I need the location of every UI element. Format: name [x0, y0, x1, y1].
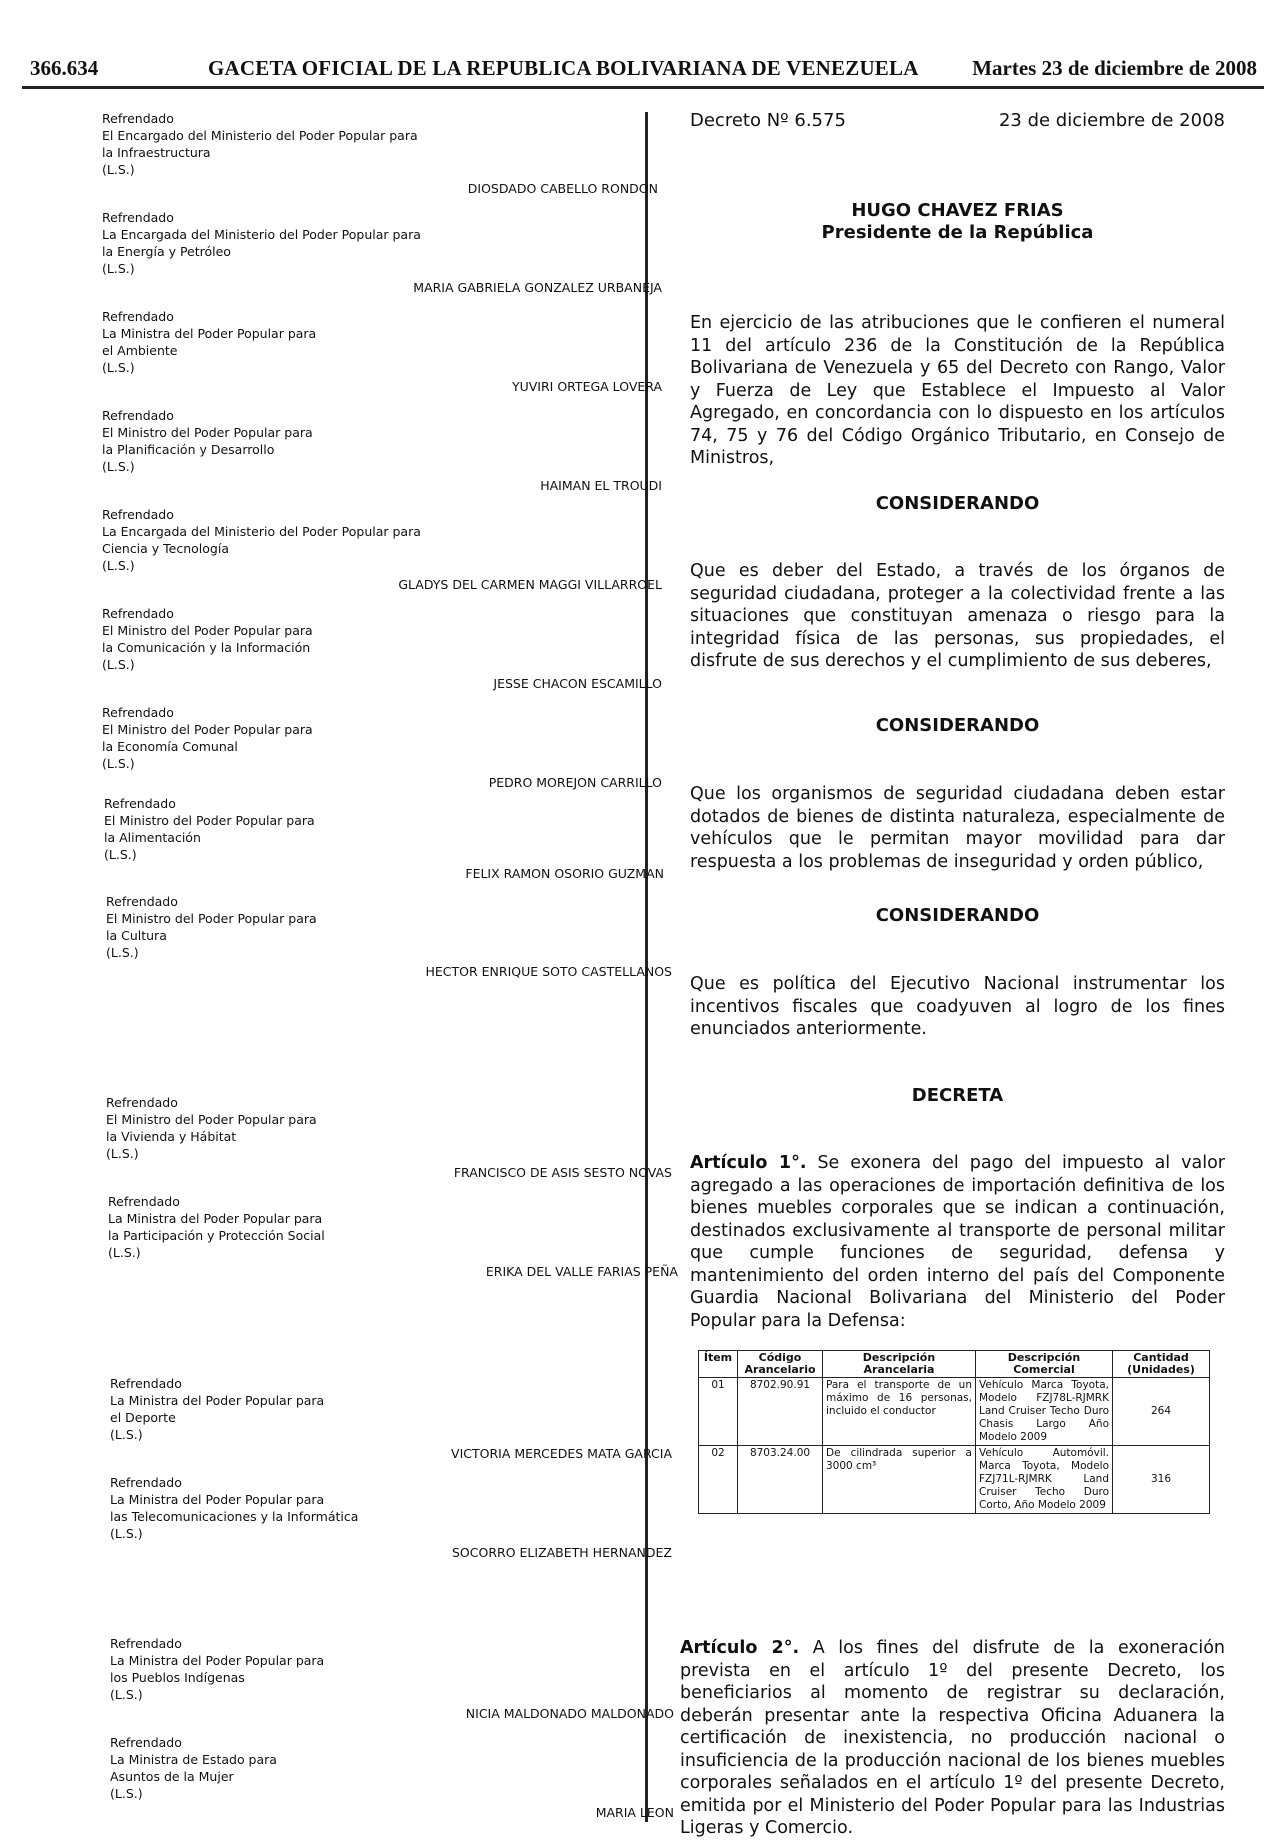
signature-office: las Telecomunicaciones y la Informática [110, 1509, 359, 1524]
signature-office: los Pueblos Indígenas [110, 1670, 245, 1685]
cell-codigo: 8703.24.00 [738, 1446, 823, 1514]
article-1-text: Se exonera del pago del impuesto al valor agregado a las operaciones de importación definitiva de los bienes muebles corporales que se indican a continuación, destinados exclusivamente al transporte de personal militar que cumple funciones de seguridad, defensa y mantenimiento del orden interno del país del Componente Guardia Nacional Bolivariana del Ministerio del Poder Popular para la Defensa: [690, 1153, 1225, 1331]
signature-office: La Ministra del Poder Popular para [110, 1492, 325, 1507]
decree-heading [690, 110, 1225, 131]
page-number: 366.634 [30, 56, 99, 80]
signature-label: Refrendado [102, 408, 174, 423]
cell-cantidad: 316 [1113, 1446, 1210, 1514]
signature-name: HECTOR ENRIQUE SOTO CASTELLANOS [425, 964, 672, 979]
signature-office: La Ministra del Poder Popular para [110, 1653, 325, 1668]
cell-codigo: 8702.90.91 [738, 1378, 823, 1446]
decreta-heading: DECRETA [911, 1085, 1004, 1106]
signature-label: Refrendado [102, 606, 174, 621]
considerando-heading: CONSIDERANDO [875, 905, 1040, 926]
signature-label: Refrendado [102, 210, 174, 225]
cell-desc-comercial: Vehículo Marca Toyota, Modelo FZJ78L-RJMRK Land Cruiser Techo Duro Chasis Largo Año Modelo 2009 [976, 1378, 1113, 1446]
signature-seal: (L.S.) [110, 1687, 143, 1702]
signature-office: La Ministra del Poder Popular para [102, 326, 317, 341]
signature-office: La Ministra del Poder Popular para [108, 1211, 323, 1226]
signature-block [102, 407, 662, 494]
decree-column [680, 0, 1226, 1838]
signature-office: la Planificación y Desarrollo [102, 442, 275, 457]
signature-name: DIOSDADO CABELLO RONDON [467, 181, 658, 196]
signature-office: La Encargada del Ministerio del Poder Popular para [102, 524, 421, 539]
signature-block [102, 209, 662, 296]
gazette-date: Martes 23 de diciembre de 2008 [972, 56, 1257, 80]
signature-name: SOCORRO ELIZABETH HERNANDEZ [452, 1545, 672, 1560]
signature-label: Refrendado [102, 309, 174, 324]
signature-name: JESSE CHACON ESCAMILLO [493, 676, 662, 691]
signature-seal: (L.S.) [106, 1146, 139, 1161]
signature-seal: (L.S.) [108, 1245, 141, 1260]
signature-office: El Encargado del Ministerio del Poder Popular para [102, 128, 418, 143]
signature-block [110, 1734, 674, 1821]
signature-block [104, 795, 664, 882]
col-header-cantidad: Cantidad (Unidades) [1113, 1351, 1210, 1378]
signature-block [102, 506, 662, 593]
signature-name: FELIX RAMON OSORIO GUZMAN [465, 866, 664, 881]
signature-seal: (L.S.) [102, 558, 135, 573]
signature-block [102, 605, 662, 692]
signature-label: Refrendado [106, 1095, 178, 1110]
article-2-label: Artículo 2°. [680, 1638, 800, 1658]
signature-office: El Ministro del Poder Popular para [102, 425, 313, 440]
signature-block [108, 1193, 678, 1280]
signature-label: Refrendado [102, 111, 174, 126]
cell-desc-arancelaria: Para el transporte de un máximo de 16 personas, incluido el conductor [823, 1378, 976, 1446]
decree-preamble: En ejercicio de las atribuciones que le confieren el numeral 11 del artículo 236 de la Constitución de la República Bolivariana de Venezuela y 65 del Decreto con Rango, Valor y Fuerza de Ley que Establece el Impuesto al Valor Agregado, en concordancia con lo dispuesto en los artículos 74, 75 y 76 del Código Orgánico Tributario, en Consejo de Ministros, [690, 313, 1225, 468]
signature-block [102, 704, 662, 791]
signature-block [110, 1474, 670, 1561]
signature-seal: (L.S.) [102, 261, 135, 276]
considerando-heading: CONSIDERANDO [875, 493, 1040, 514]
signature-block [102, 308, 662, 395]
gazette-title: GACETA OFICIAL DE LA REPUBLICA BOLIVARIANA DE VENEZUELA [208, 56, 919, 80]
signature-office: la Comunicación y la Información [102, 640, 311, 655]
considerando-paragraph: Que es deber del Estado, a través de los órganos de seguridad ciudadana, proteger a la colectividad frente a las situaciones que constituyan amenaza o riesgo para la integridad física de las personas, sus propiedades, el disfrute de sus derechos y el cumplimiento de sus deberes, [690, 561, 1225, 671]
signature-office: la Economía Comunal [102, 739, 238, 754]
signature-name: MARIA GABRIELA GONZALEZ URBANEJA [413, 280, 662, 295]
signature-name: YUVIRI ORTEGA LOVERA [511, 379, 662, 394]
signature-label: Refrendado [110, 1475, 182, 1490]
signature-office: la Alimentación [104, 830, 201, 845]
president-title: Presidente de la República [821, 222, 1094, 243]
signature-office: el Deporte [110, 1410, 176, 1425]
signature-office: La Ministra de Estado para [110, 1752, 277, 1767]
signature-office: la Energía y Petróleo [102, 244, 231, 259]
col-header-desc-comercial: Descripción Comercial [976, 1351, 1113, 1378]
signature-block [110, 1375, 670, 1462]
table-row [699, 1378, 1210, 1446]
table-row [699, 1446, 1210, 1514]
signature-office: El Ministro del Poder Popular para [106, 1112, 317, 1127]
considerando-paragraph: Que los organismos de seguridad ciudadana deben estar dotados de bienes de distinta naturaleza, especialmente de vehículos que le permitan mayor movilidad para dar respuesta a los problemas de inseguridad y orden público, [690, 784, 1225, 872]
cell-desc-arancelaria: De cilindrada superior a 3000 cm³ [823, 1446, 976, 1514]
signature-label: Refrendado [110, 1735, 182, 1750]
signature-name: ERIKA DEL VALLE FARIAS PEÑA [485, 1264, 678, 1279]
decree-date: 23 de diciembre de 2008 [998, 110, 1225, 131]
signature-seal: (L.S.) [104, 847, 137, 862]
signature-seal: (L.S.) [102, 360, 135, 375]
signature-name: GLADYS DEL CARMEN MAGGI VILLARROEL [398, 577, 662, 592]
article-2 [680, 1637, 1225, 1840]
col-header-item: Ítem [699, 1351, 738, 1378]
goods-table [698, 1350, 1210, 1514]
signature-office: Ciencia y Tecnología [102, 541, 229, 556]
cell-item: 01 [699, 1378, 738, 1446]
signature-block [106, 1094, 672, 1181]
signature-label: Refrendado [104, 796, 176, 811]
signature-seal: (L.S.) [110, 1526, 143, 1541]
signature-seal: (L.S.) [106, 945, 139, 960]
signature-label: Refrendado [106, 894, 178, 909]
signature-office: la Infraestructura [102, 145, 211, 160]
signature-seal: (L.S.) [102, 162, 135, 177]
col-header-desc-arancelaria: Descripción Arancelaria [823, 1351, 976, 1378]
signature-block [102, 110, 662, 197]
signature-office: La Encargada del Ministerio del Poder Popular para [102, 227, 421, 242]
signature-office: La Ministra del Poder Popular para [110, 1393, 325, 1408]
article-1-label: Artículo 1°. [690, 1153, 807, 1173]
considerando-heading: CONSIDERANDO [875, 715, 1040, 736]
signature-office: la Cultura [106, 928, 167, 943]
signature-name: MARIA LEON [595, 1805, 674, 1820]
cell-cantidad: 264 [1113, 1378, 1210, 1446]
signature-name: PEDRO MOREJON CARRILLO [488, 775, 662, 790]
signature-office: El Ministro del Poder Popular para [104, 813, 315, 828]
signature-name: VICTORIA MERCEDES MATA GARCIA [451, 1446, 672, 1461]
table-header-row [699, 1351, 1210, 1378]
cell-desc-comercial: Vehículo Automóvil. Marca Toyota, Modelo FZJ71L-RJMRK Land Cruiser Techo Duro Corto, Año Modelo 2009 [976, 1446, 1113, 1514]
signature-block [106, 893, 672, 980]
signature-name: NICIA MALDONADO MALDONADO [465, 1706, 674, 1721]
signature-office: la Participación y Protección Social [108, 1228, 325, 1243]
signature-block [110, 1635, 674, 1722]
signature-office: el Ambiente [102, 343, 178, 358]
president-name: HUGO CHAVEZ FRIAS [851, 200, 1064, 221]
article-1 [690, 1152, 1225, 1332]
signature-seal: (L.S.) [102, 657, 135, 672]
signature-seal: (L.S.) [102, 756, 135, 771]
signature-office: El Ministro del Poder Popular para [106, 911, 317, 926]
signature-label: Refrendado [110, 1376, 182, 1391]
signature-office: la Vivienda y Hábitat [106, 1129, 237, 1144]
considerando-paragraph: Que es política del Ejecutivo Nacional instrumentar los incentivos fiscales que coadyuven al logro de los fines enunciados anteriormente. [690, 974, 1225, 1039]
article-2-text: A los fines del disfrute de la exoneración prevista en el artículo 1º del presente Decreto, los beneficiarios al momento de registrar su declaración, deberán presentar ante la respectiva Oficina Aduanera la certificación de inexistencia, no producción nacional o insuficiencia de la producción nacional de los bienes muebles corporales señalados en el artículo 1º del presente Decreto, emitida por el Ministerio del Poder Popular para las Industrias Ligeras y Comercio. [680, 1638, 1226, 1838]
signature-label: Refrendado [108, 1194, 180, 1209]
signature-office: Asuntos de la Mujer [110, 1769, 234, 1784]
signature-name: HAIMAN EL TROUDI [540, 478, 662, 493]
signature-label: Refrendado [102, 507, 174, 522]
signature-seal: (L.S.) [102, 459, 135, 474]
signature-label: Refrendado [110, 1636, 182, 1651]
signature-label: Refrendado [102, 705, 174, 720]
signature-name: FRANCISCO DE ASIS SESTO NOVAS [453, 1165, 672, 1180]
signature-office: El Ministro del Poder Popular para [102, 722, 313, 737]
decree-number: Decreto Nº 6.575 [690, 110, 846, 131]
col-header-codigo: Código Arancelario [738, 1351, 823, 1378]
signature-seal: (L.S.) [110, 1786, 143, 1801]
cell-item: 02 [699, 1446, 738, 1514]
signature-office: El Ministro del Poder Popular para [102, 623, 313, 638]
signature-seal: (L.S.) [110, 1427, 143, 1442]
